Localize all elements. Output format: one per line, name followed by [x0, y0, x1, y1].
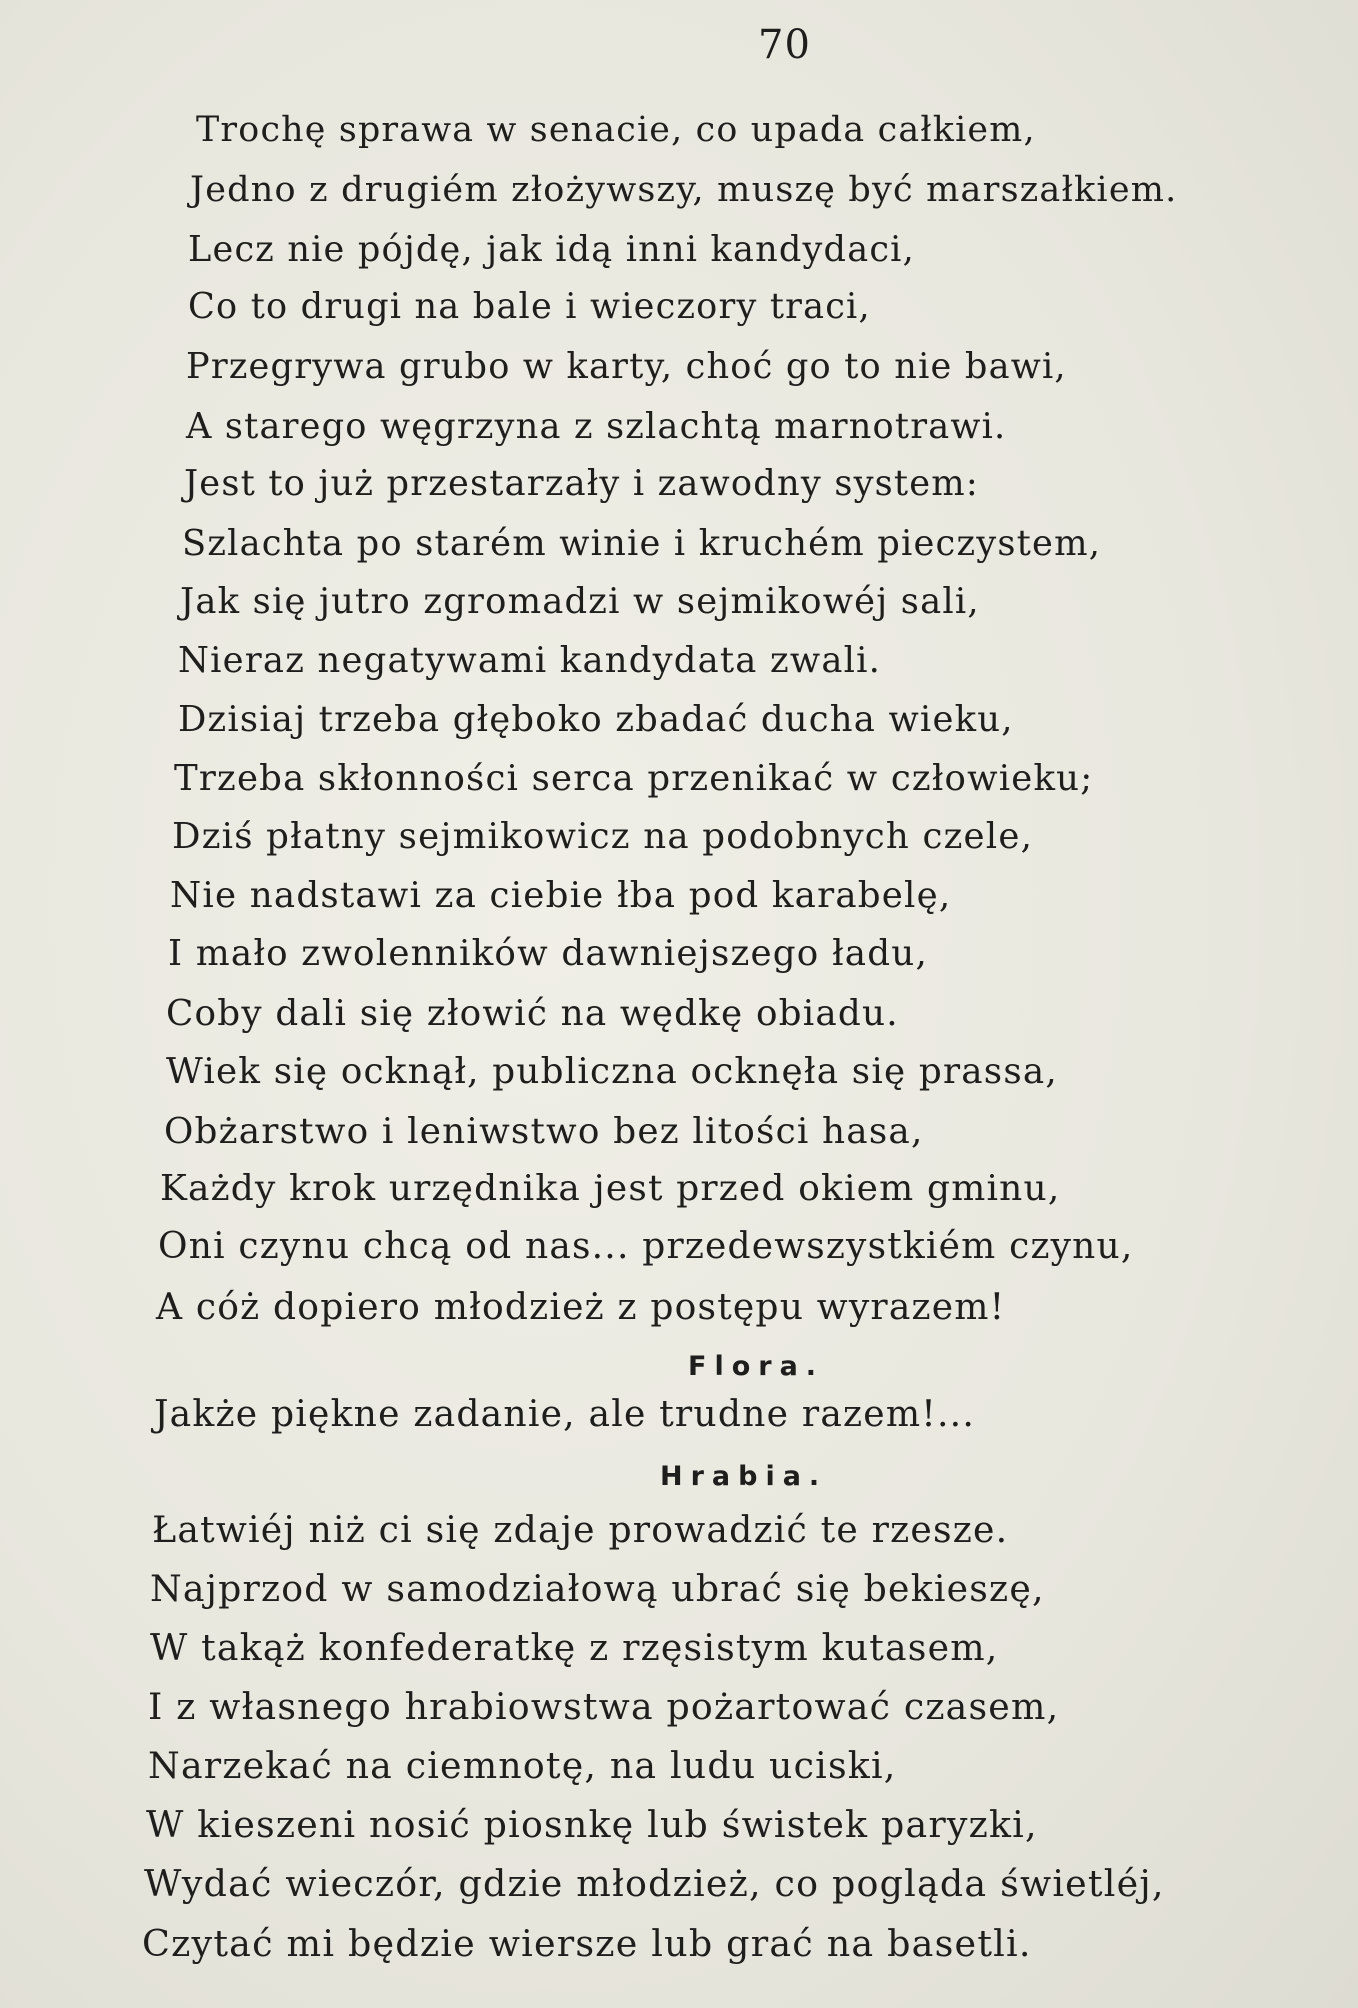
verse-line: A cóż dopiero młodzież z postępu wyrazem! [156, 1286, 1006, 1328]
verse-line: Obżarstwo i leniwstwo bez litości hasa, [164, 1111, 924, 1152]
verse-line: Przegrywa grubo w karty, choć go to nie bawi, [186, 346, 1067, 387]
verse-line: Najprzod w samodziałową ubrać się bekieszę, [150, 1567, 1045, 1610]
verse-line: W kieszeni nosić piosnkę lub świstek paryzki, [146, 1803, 1038, 1846]
speaker-name-flora: Flora. [688, 1351, 825, 1382]
page-number: 70 [758, 22, 811, 68]
verse-line: I mało zwolenników dawniejszego ładu, [168, 933, 928, 974]
verse-line: Nieraz negatywami kandydata zwali. [178, 640, 882, 681]
speaker-name-hrabia: Hrabia. [660, 1461, 828, 1492]
verse-line: Jest to już przestarzały i zawodny system: [184, 463, 979, 504]
verse-line: Trochę sprawa w senacie, co upada całkiem, [196, 110, 1036, 150]
verse-line: Czytać mi będzie wiersze lub grać na basetli. [142, 1922, 1032, 1965]
verse-line: Co to drugi na bale i wieczory traci, [188, 286, 871, 327]
verse-line: Wydać wieczór, gdzie młodzież, co pogląda świetléj, [144, 1862, 1165, 1905]
verse-line: Narzekać na ciemnotę, na ludu uciski, [148, 1744, 897, 1787]
verse-line: Dzisiaj trzeba głęboko zbadać ducha wieku, [178, 699, 1014, 740]
verse-line: W takąż konfederatkę z rzęsistym kutasem, [150, 1626, 999, 1669]
verse-line: Oni czynu chcą od nas... przedewszystkiém czynu, [158, 1226, 1134, 1267]
verse-line: Szlachta po starém winie i kruchém pieczystem, [182, 523, 1102, 564]
verse-line: Coby dali się złowić na wędkę obiadu. [166, 993, 899, 1034]
verse-line: Trzeba skłonności serca przenikać w człowieku; [174, 758, 1094, 799]
verse-line: Lecz nie pójdę, jak idą inni kandydaci, [188, 229, 915, 270]
verse-line: I z własnego hrabiowstwa pożartować czasem, [148, 1685, 1060, 1728]
verse-line: Jak się jutro zgromadzi w sejmikowéj sali, [180, 581, 980, 622]
verse-line: Każdy krok urzędnika jest przed okiem gminu, [160, 1168, 1061, 1209]
verse-line: Nie nadstawi za ciebie łba pod karabelę, [170, 875, 952, 916]
verse-line: Wiek się ocknął, publiczna ocknęła się prassa, [166, 1051, 1058, 1092]
verse-line: Jedno z drugiém złożywszy, muszę być marszałkiem. [190, 169, 1178, 210]
verse-line: A starego węgrzyna z szlachtą marnotrawi. [186, 406, 1007, 447]
verse-line: Dziś płatny sejmikowicz na podobnych czele, [172, 816, 1034, 857]
verse-line: Łatwiéj niż ci się zdaje prowadzić te rzesze. [152, 1508, 1009, 1551]
verse-line: Jakże piękne zadanie, ale trudne razem!... [154, 1392, 976, 1435]
